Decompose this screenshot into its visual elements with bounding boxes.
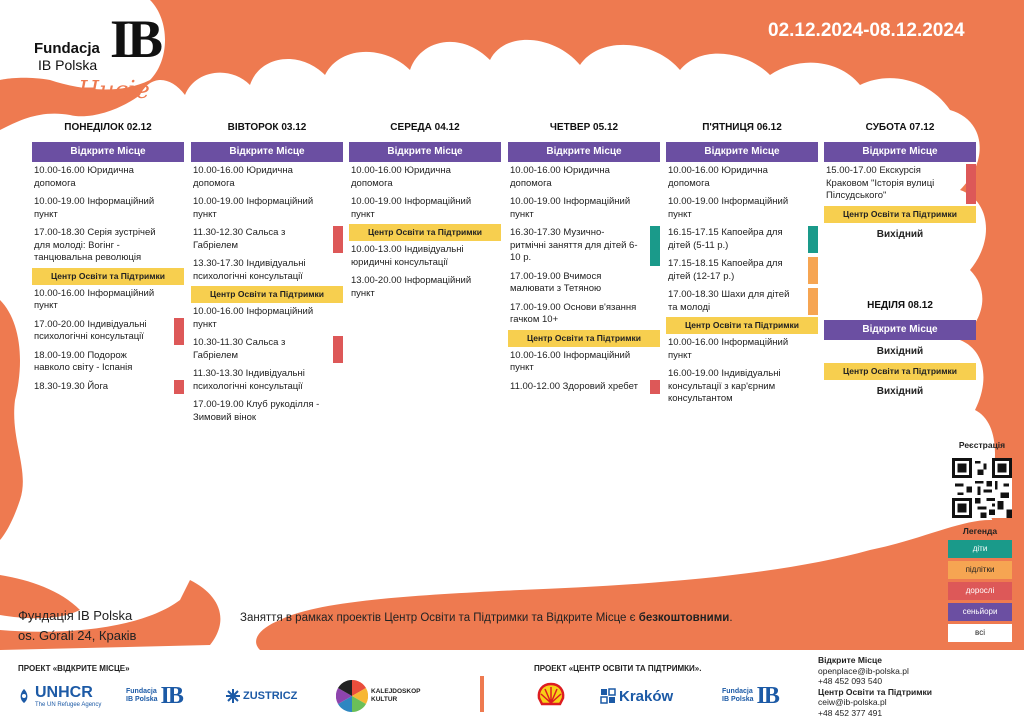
event-text: 10.00-13.00 Індивідуальні юридичні консультації (351, 244, 464, 268)
event-text: 10.00-16.00 Інформаційний пункт (668, 337, 789, 361)
krakow-text: Kraków (619, 687, 674, 705)
center-bar: Центр Освіти та Підтримки (824, 206, 976, 223)
event-item (191, 365, 343, 396)
event-text: 17.00-19.00 Клуб рукоділля - Зимовий вінок (193, 399, 320, 423)
closed-label: Вихідний (876, 346, 924, 357)
contact-center-email[interactable]: ceiw@ib-polska.pl (818, 697, 887, 707)
event-item (508, 378, 660, 397)
event-text: 10.00-19.00 Інформаційний пункт (510, 196, 631, 220)
event-text: 13.30-17.30 Індивідуальні психологічні консультації (193, 258, 306, 282)
krakow-icon (600, 688, 616, 704)
event-text: 11.30-12.30 Сальса з Габріелем (193, 227, 286, 251)
closed-label: Вихідний (876, 228, 924, 240)
event-item (666, 286, 818, 317)
unhcr-sub: The UN Refugee Agency (35, 702, 102, 708)
audience-marker-kids (808, 226, 818, 253)
event-item (32, 285, 184, 316)
event-item (666, 334, 818, 365)
kalejdoskop-1: KALEJDOSKOP (371, 688, 421, 695)
event-text: 17.15-18.15 Капоейра для дітей (12-17 р.) (668, 258, 783, 282)
contacts (818, 655, 932, 718)
legend-item-adults: дорослі (948, 582, 1012, 600)
open-place-bar: Відкрите Місце (666, 142, 818, 162)
unhcr-text: UNHCR (35, 684, 93, 701)
center-bar: Центр Освіти та Підтримки (824, 363, 976, 380)
legend-item-kids: діти (948, 540, 1012, 558)
audience-marker-teens (808, 288, 818, 315)
day-column (349, 122, 501, 303)
event-item (508, 347, 660, 378)
event-text: 10.00-16.00 Інформаційний пункт (510, 349, 631, 373)
event-item (191, 303, 343, 334)
event-text: 10.00-19.00 Інформаційний пункт (351, 196, 472, 220)
kalejdoskop-2: KULTUR (371, 696, 398, 703)
event-text: 18.00-19.00 Подорож навколо світу - Іспанія (34, 349, 133, 373)
event-item (32, 378, 184, 397)
open-place-bar: Відкрите Місце (824, 320, 976, 340)
event-text: 10.00-16.00 Юридична допомога (668, 165, 768, 189)
audience-marker-adults (650, 380, 660, 395)
day-column (824, 122, 976, 246)
event-text: 10.00-16.00 Юридична допомога (193, 165, 293, 189)
event-item (349, 193, 501, 224)
day-title: ВІВТОРОК 03.12 (227, 122, 307, 133)
day-title: П'ЯТНИЦЯ 06.12 (702, 122, 782, 133)
brand-logo (28, 10, 178, 105)
event-item (191, 396, 343, 427)
event-item (191, 334, 343, 365)
event-item (508, 268, 660, 299)
event-text: 17.00-18.30 Серія зустрічей для молоді: Вогінг - танцювальна революція (34, 227, 156, 263)
legend-title: Легенда (962, 526, 998, 536)
day-title: ПОНЕДІЛОК 02.12 (64, 122, 152, 133)
ib2-letters: IB (756, 683, 778, 709)
event-item (32, 316, 184, 347)
kalejdoskop-icon (336, 680, 368, 712)
note-bold: безкоштовними (638, 612, 730, 624)
open-place-bar: Відкрите Місце (349, 142, 501, 162)
event-text: 18.30-19.30 Йога (34, 380, 109, 392)
event-item (349, 272, 501, 303)
legend (948, 526, 1012, 645)
project1-label: ПРОЕКТ «ВІДКРИТЕ МІСЦЕ» (18, 664, 130, 673)
event-item (191, 224, 343, 255)
day-title: НЕДІЛЯ 08.12 (867, 300, 933, 311)
event-text: 17.00-19.00 Основи в'язання гачком 10+ (510, 301, 637, 325)
contact-center-title: Центр Освіти та Підтримки (818, 686, 933, 697)
legend-item-all: всі (948, 624, 1012, 642)
event-text: 10.00-19.00 Інформаційний пункт (34, 196, 155, 220)
logo-zustricz (226, 678, 297, 714)
audience-marker-adults (174, 318, 184, 345)
center-bar: Центр Освіти та Підтримки (191, 286, 343, 303)
audience-marker-adults (333, 336, 343, 363)
event-item (191, 193, 343, 224)
qr-code-icon[interactable] (952, 458, 1012, 518)
event-text: 15.00-17.00 Екскурсія Краковом "Історія вулиці Пілсудського" (826, 165, 935, 201)
event-text: 10.00-19.00 Інформаційний пункт (668, 196, 789, 220)
event-item (32, 162, 184, 193)
ib-small-1: Fundacja (126, 688, 157, 695)
closed-label: Вихідний (876, 386, 924, 397)
org-address: os. Górali 24, Краків (18, 628, 137, 643)
center-bar: Центр Освіти та Підтримки (32, 268, 184, 285)
open-place-bar: Відкрите Місце (191, 142, 343, 162)
event-text: 11.00-12.00 Здоровий хребет (510, 380, 638, 392)
day-column (32, 122, 184, 396)
brand-line1: Fundacja (34, 40, 100, 57)
event-text: 10.00-16.00 Інформаційний пункт (34, 287, 155, 311)
event-item (824, 162, 976, 206)
event-item (349, 241, 501, 272)
logo-ib-2 (722, 678, 778, 714)
event-text: 10.00-16.00 Юридична допомога (510, 165, 610, 189)
project2-label: ПРОЕКТ «ЦЕНТР ОСВІТИ ТА ПІДТРИМКИ». (534, 664, 702, 673)
center-bar: Центр Освіти та Підтримки (666, 317, 818, 334)
open-place-bar: Відкрите Місце (508, 142, 660, 162)
event-text: 10.00-16.00 Юридична допомога (34, 165, 134, 189)
event-item (349, 162, 501, 193)
event-item (191, 255, 343, 286)
event-text: 10.30-11.30 Сальса з Габріелем (193, 337, 286, 361)
unhcr-icon (16, 687, 32, 705)
contact-open-place-title: Відкрите Місце (818, 655, 882, 665)
brand-script: w Hucie (50, 76, 150, 104)
logo-krakow (600, 678, 673, 714)
event-item (666, 255, 818, 286)
open-place-bar: Відкрите Місце (32, 142, 184, 162)
audience-marker-adults (333, 226, 343, 253)
registration-label: Реєстрація (958, 440, 1006, 450)
ib-letters: IB (160, 683, 182, 709)
event-text: 11.30-13.30 Індивідуальні психологічні консультації (193, 368, 305, 392)
legend-item-teens: підлітки (948, 561, 1012, 579)
event-item (666, 193, 818, 224)
day-column (508, 122, 660, 396)
zustricz-icon (226, 689, 240, 703)
logo-unhcr (16, 678, 101, 714)
day-title: ЧЕТВЕР 05.12 (549, 122, 619, 133)
center-bar: Центр Освіти та Підтримки (349, 224, 501, 241)
day-column (666, 122, 818, 409)
event-text: 17.00-19.00 Вчимося малювати з Тетяною (510, 270, 602, 294)
event-item (508, 193, 660, 224)
event-item (32, 224, 184, 268)
event-text: 10.00-16.00 Юридична допомога (351, 165, 451, 189)
event-item (666, 365, 818, 409)
audience-marker-teens (808, 257, 818, 284)
event-item (666, 224, 818, 255)
audience-marker-kids (650, 226, 660, 266)
logo-ib-1 (126, 678, 182, 714)
day-title: СУБОТА 07.12 (865, 122, 935, 133)
event-text: 16.15-17.15 Капоейра для дітей (5-11 р.) (668, 227, 783, 251)
logo-kalejdoskop (336, 678, 420, 714)
brand-ib: IB (110, 9, 160, 69)
event-text: 10.00-16.00 Інформаційний пункт (193, 306, 314, 330)
contact-center-phone[interactable]: +48 452 377 491 (818, 707, 883, 718)
free-note (240, 612, 733, 624)
audience-marker-adults (174, 380, 184, 395)
event-item (508, 299, 660, 330)
logo-shell (536, 678, 566, 714)
audience-marker-adults (966, 164, 976, 204)
brand-line2: IB Polska (38, 57, 98, 73)
event-text: 17.00-20.00 Індивідуальні психологічні консультації (34, 318, 147, 342)
event-text: 17.00-18.30 Шахи для дітей та молоді (668, 289, 790, 313)
ib2-small-1: Fundacja (722, 688, 753, 695)
legend-item-seniors: сеньйори (948, 603, 1012, 621)
event-item (508, 162, 660, 193)
shell-icon (536, 682, 566, 710)
note-prefix: Заняття в рамках проектів Центр Освіти та Підтримки та Відкрите Місце є (240, 612, 639, 624)
event-item (32, 193, 184, 224)
legend-items (948, 540, 1012, 642)
address-block (18, 606, 136, 646)
footer-divider (480, 676, 484, 712)
event-text: 16.00-19.00 Індивідуальні консультації з кар'єрним консультантом (668, 368, 781, 404)
day-column (824, 300, 976, 403)
center-bar: Центр Освіти та Підтримки (508, 330, 660, 347)
zustricz-text: ZUSTRICZ (243, 690, 298, 702)
contact-open-place-phone[interactable]: +48 452 093 540 (818, 676, 883, 686)
ib-small-2: IB Polska (126, 696, 158, 703)
event-item (508, 224, 660, 268)
event-item (666, 162, 818, 193)
ib2-small-2: IB Polska (722, 696, 754, 703)
event-text: 13.00-20.00 Інформаційний пункт (351, 275, 472, 299)
org-name: Фундація IB Polska (18, 608, 133, 623)
day-column (191, 122, 343, 427)
day-title: СЕРЕДА 04.12 (390, 122, 460, 133)
contact-open-place-email[interactable]: openplace@ib-polska.pl (818, 665, 909, 676)
open-place-bar: Відкрите Місце (824, 142, 976, 162)
event-text: 16.30-17.30 Музично-ритмічні заняття для дітей 6-10 р. (510, 227, 638, 263)
registration (942, 440, 1022, 523)
event-item (32, 347, 184, 378)
note-suffix: . (729, 612, 733, 624)
event-text: 10.00-19.00 Інформаційний пункт (193, 196, 314, 220)
event-item (191, 162, 343, 193)
date-range: 02.12.2024-08.12.2024 (768, 20, 965, 41)
